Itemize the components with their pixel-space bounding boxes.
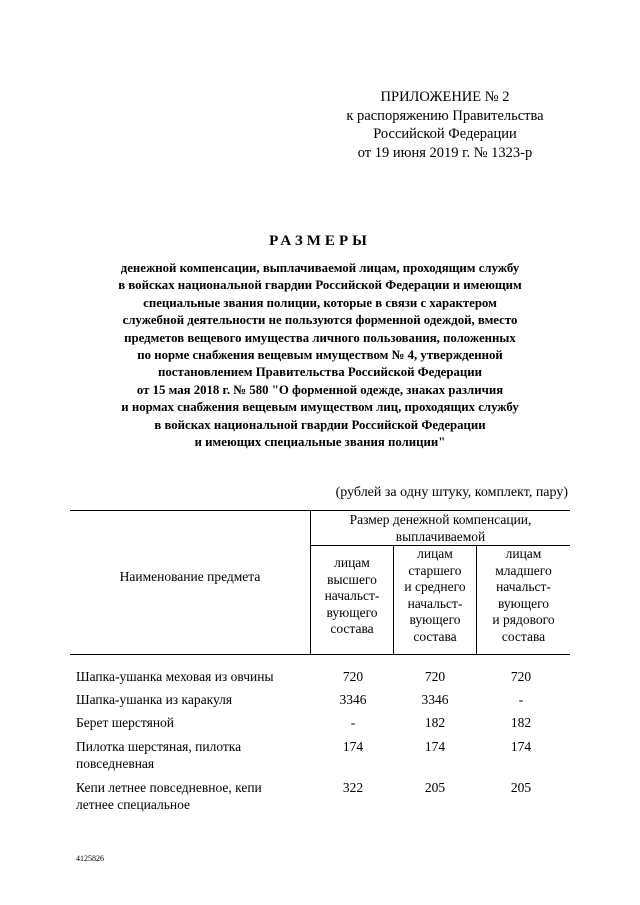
column-header-middle: лицам старшего и среднего начальст- вующего состава — [404, 546, 466, 644]
subtitle-line: от 15 мая 2018 г. № 580 "О форменной одежде, знаках различия — [136, 382, 504, 397]
appendix-order-line: к распоряжению Правительства — [346, 107, 544, 124]
appendix-number: ПРИЛОЖЕНИЕ № 2 — [380, 89, 510, 105]
subtitle-line: и имеющих специальные звания полиции" — [194, 435, 446, 450]
row-value-senior: - — [350, 715, 356, 730]
item-column-header: Наименование предмета — [119, 569, 261, 584]
units-note: (рублей за одну штуку, комплект, пару) — [335, 485, 568, 500]
appendix-date-line: от 19 июня 2019 г. № 1323-р — [357, 144, 533, 161]
row-value-senior: 720 — [342, 669, 364, 684]
row-value-middle: 182 — [424, 715, 446, 730]
row-value-junior: 174 — [510, 739, 532, 754]
row-item-name: Шапка-ушанка меховая из овчины — [76, 669, 274, 684]
row-item-name: Берет шерстяной — [76, 715, 175, 730]
document-number: 4125826 — [76, 854, 104, 863]
document-title: РАЗМЕРЫ — [269, 233, 371, 249]
subtitle-line: служебной деятельности не пользуются форменной одеждой, вместо — [122, 313, 518, 328]
row-value-senior: 322 — [342, 780, 364, 795]
column-header-senior: лицам высшего начальст- вующего состава — [324, 555, 380, 636]
row-value-middle: 3346 — [421, 692, 449, 707]
row-item-name: Шапка-ушанка из каракуля — [76, 692, 233, 707]
subtitle-line: денежной компенсации, выплачиваемой лицам, проходящим службу — [120, 261, 520, 275]
row-value-junior: - — [518, 692, 524, 707]
row-value-middle: 205 — [424, 780, 446, 795]
column-header-junior: лицам младшего начальст- вующего и рядового состава — [492, 546, 555, 644]
subtitle-line: постановлением Правительства Российской Федерации — [158, 365, 482, 380]
subtitle-line: специальные звания полиции, которые в связи с характером — [143, 295, 497, 310]
row-value-junior: 182 — [510, 715, 532, 730]
subtitle-line: в войсках национальной гвардии Российской Федерации — [154, 417, 486, 432]
document-subtitle — [70, 260, 570, 451]
subtitle-line: и нормах снабжения вещевым имуществом лиц, проходящих службу — [121, 400, 519, 415]
row-value-senior: 3346 — [339, 692, 367, 707]
subtitle-line: предметов вещевого имущества личного пользования, положенных — [124, 330, 516, 345]
subtitle-line: по норме снабжения вещевым имуществом № 4, утвержденной — [137, 348, 503, 363]
appendix-government-line: Российской Федерации — [373, 126, 517, 142]
row-value-senior: 174 — [342, 739, 364, 754]
table-header-bottom-rule — [70, 654, 570, 655]
row-value-middle: 174 — [424, 739, 446, 754]
table-top-rule — [70, 510, 570, 511]
row-value-junior: 720 — [510, 669, 532, 684]
appendix-header — [330, 88, 560, 162]
row-item-name: Кепи летнее повседневное, кепи летнее специальное — [76, 780, 262, 812]
row-value-middle: 720 — [424, 669, 446, 684]
compensation-group-header: Размер денежной компенсации, выплачиваемой — [349, 512, 532, 544]
row-value-junior: 205 — [510, 780, 532, 795]
subtitle-line: в войсках национальной гвардии Российской Федерации и имеющим — [118, 278, 522, 293]
row-item-name: Пилотка шерстяная, пилотка повседневная — [76, 739, 242, 771]
